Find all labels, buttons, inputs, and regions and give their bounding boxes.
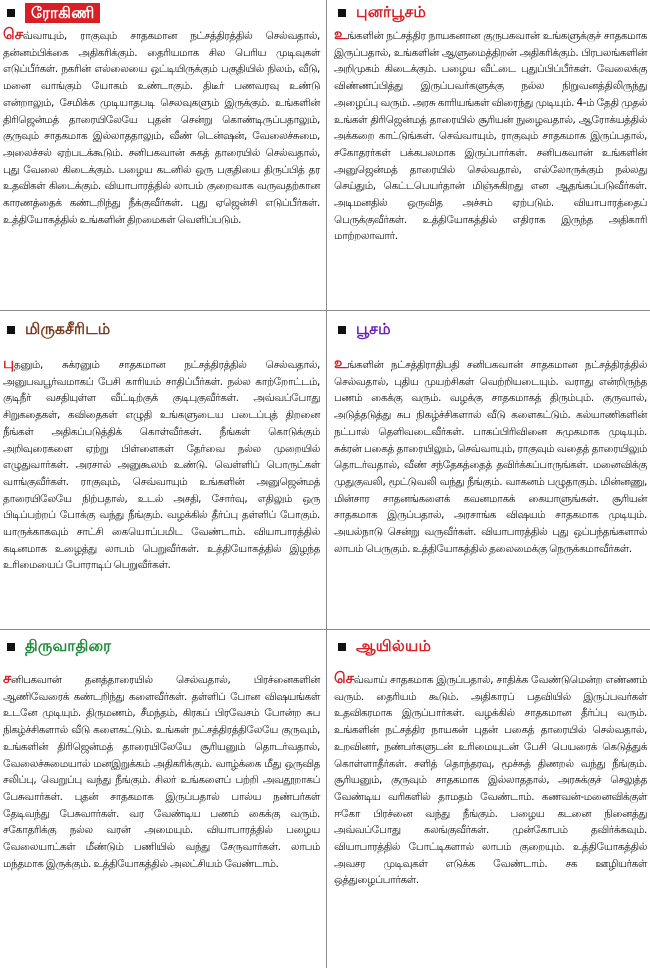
drop-cap: செ bbox=[334, 669, 354, 687]
section-title: ரோகிணி bbox=[25, 3, 100, 23]
section-header bbox=[3, 2, 320, 24]
section-title: மிருகசீரிடம் bbox=[25, 320, 111, 338]
section-header bbox=[334, 636, 647, 658]
drop-cap: உ bbox=[334, 25, 348, 43]
drop-cap: உ bbox=[334, 354, 348, 372]
section-body bbox=[3, 670, 320, 872]
section-title: திருவாதிரை bbox=[25, 637, 112, 655]
section-body bbox=[3, 26, 320, 228]
section-punarpoosam bbox=[328, 0, 650, 310]
square-bullet-icon bbox=[7, 643, 15, 651]
section-body bbox=[3, 355, 320, 574]
section-body bbox=[334, 26, 647, 245]
section-header bbox=[3, 319, 320, 341]
drop-cap: பு bbox=[3, 354, 14, 372]
section-header bbox=[334, 2, 647, 24]
body-text: ங்களின் நட்சத்திராதிபதி சனிபகவான் சாதகமான நட்சத்திரத்தில் செல்வதால், புதிய முயற்சிகள் வெற்றியடையும். வராது என்றிருந்த பணம் கைக்கு வரும். வழக்கு சாதகமாகத் திரும்பும். குருவால், அடுத்தடுத்து சுப நிகழ்ச்சிகளால் வீடு களைகட்டும். கல்யாணிகளின் நட்பால் தெளிவடைவீர்கள். பாகப்பிரிவினை சுமுகமாக முடியும். சுக்ரன் பகைத் தாரையிலும், செவ்வாயும், ராகுவும் வதைத் தாரையிலும் தொடர்வதால், வீண் சந்தேகத்தைத் தவிர்க்கப்பாருங்கள். மனைவிக்கு முதுகுவலி, மூட்டுவலி வந்து நீங்கும். வாகனம் பழுதாகும். மின்னணு, மின்சார சாதனங்களைக் கவனமாகக் கையாளுங்கள். சூரியன் சாதகமாக இருப்பதால், அரசாங்க விஷயம் சாதகமாக முடியும். அயல்நாடு சென்று வருவீர்கள். வியாபாரத்தில் புது ஒப்பந்தங்களால் லாபம் பெருகும். உத்தியோகத்தில் தலைமைக்கு நெருக்கமாவீர்கள். bbox=[334, 359, 647, 555]
section-ayilyam bbox=[328, 630, 650, 968]
section-title: பூசம் bbox=[356, 320, 391, 338]
section-thiruvathirai bbox=[0, 630, 324, 968]
section-rohini bbox=[0, 0, 324, 310]
body-text: வ்வாயும், ராகுவும் சாதகமான நட்சத்திரத்தில் செல்வதால், தன்னம்பிக்கை அதிகரிக்கும். தைரியமாக சில பெரிய முடிவுகள் எடுப்பீர்கள். நகரின் எல்லையை ஒட்டியிருக்கும் பகுதியில் நிலம், வீடு, மனை வாங்கும் யோகம் உண்டாகும். திடீர் பணவரவு உண்டு என்றாலும், சேமிக்க முடியாதபடி செலவுகளும் இருக்கும். உங்களின் திரிஜென்மத் தாரையிலேயே புதன் சென்று கொண்டிருப்பதாலும், குருவும் சாதகமாக இல்லாததாலும், வீண் டென்ஷன், வேலைச்சுமை, அலைச்சல் ஏற்படக்கூடும். சனிபகவான் சுகத் தாரையில் செல்வதால், புது வேலை கிடைக்கும். பழைய கடனில் ஒரு பகுதியை திருப்பித் தர உதவிகள் கிடைக்கும். வியாபாரத்தில் லாபம் குறைவாக வருவதற்கான காரணத்தைக் கண்டறிந்து நீக்குவீர்கள். புது ஏஜென்சி எடுப்பீர்கள். உத்தியோகத்தில் உங்களின் திறமைகள் வெளிப்படும். bbox=[3, 30, 320, 226]
drop-cap: ச bbox=[3, 669, 11, 687]
body-text: னிபகவான் தனத்தாரையில் செல்வதால், பிரச்னைகளின் ஆணிவேரைக் கண்டறிந்து களைவீர்கள். தள்ளிப் போன விஷயங்கள் உடனே முடியும். திருமணம், சீமந்தம், கிரகப் பிரவேசம் போன்ற சுப நிகழ்ச்சிகளால் வீடு களைகட்டும். உங்கள் நட்சத்திரத்திலேயே குருவும், உங்களின் திரிஜென்மத் தாரையிலேயே சூரியனும் தொடர்வதால், வேலைச்சுமையால் மனஇறுக்கம் அதிகரிக்கும். வாழ்க்கை மீது ஒருவித சலிப்பு, வெறுப்பு வந்து நீங்கும். சிலர் உங்களைப் பற்றி அவதூறாகப் பேசுவார்கள். புதன் சாதகமாக இருப்பதால் பால்ய நண்பர்கள் தேடிவந்து பேசுவார்கள். வர வேண்டிய பணம் கைக்கு வரும். சகோதரிக்கு நல்ல வரன் அமையும். வியாபாரத்தில் பழைய வேலையாட்கள் மீண்டும் பணியில் வந்து சேருவார்கள். லாபம் மந்தமாக இருக்கும். உத்தியோகத்தில் அலட்சியம் வேண்டாம். bbox=[3, 674, 320, 870]
square-bullet-icon bbox=[338, 326, 346, 334]
section-mirugaseeridam bbox=[0, 311, 324, 629]
section-body bbox=[334, 355, 647, 557]
square-bullet-icon bbox=[338, 9, 346, 17]
body-text: வ்வாய் சாதகமாக இருப்பதால், சாதிக்க வேண்டுமென்ற எண்ணம் வரும். தைரியம் கூடும். அதிகாரப் பதவியில் இருப்பவர்கள் உதவிகரமாக இருப்பார்கள். வழக்கில் சாதகமான தீர்ப்பு வரும். உங்களின் நட்சத்திர நாயகன் புதன் பகைத் தாரையில் செல்வதால், உறவினர், நண்பர்களுடன் உரிமையுடன் பேசி பெயரைக் கெடுத்துக் கொள்ளாதீர்கள். சளித் தொந்தரவு, மூச்சுத் திணறல் வந்து நீங்கும். சூரியனும், குருவும் சாதகமாக இல்லாததால், அரசுக்குச் செலுத்த வேண்டிய வரிகளில் தாமதம் வேண்டாம். கணவன்-மனைவிக்குள் ஈகோ பிரச்னை வந்து நீங்கும். பழைய கடனை நினைத்து அவ்வப்போது கலங்குவீர்கள். முன்கோபம் தவிர்க்கவும். வியாபாரத்தில் போட்டிகளால் லாபம் குறையும். உத்தியோகத்தில் அவசர முடிவுகள் எடுக்க வேண்டாம். சக ஊழியர்கள் ஒத்துழைப்பார்கள். bbox=[334, 674, 647, 887]
section-header bbox=[3, 636, 320, 658]
square-bullet-icon bbox=[7, 326, 15, 334]
drop-cap: செ bbox=[3, 25, 23, 43]
column-divider bbox=[326, 0, 327, 968]
section-header bbox=[334, 319, 647, 341]
body-text: ங்களின் நட்சத்திர நாயகனான குருபகவான் உங்களுக்குச் சாதகமாக இருப்பதால், உங்களின் ஆளுமைத்திறன் அதிகரிக்கும். பிரபலங்களின் அறிமுகம் கிடைக்கும். பழைய வீட்டை புதுப்பிப்பீர்கள். வேலைக்கு விண்ணப்பித்து இருப்பவர்களுக்கு நல்ல நிறுவனத்திலிருந்து அழைப்பு வரும். அரசு காரியங்கள் விரைந்து முடியும். 4-ம் தேதி முதல் உங்கள் திரிஜென்மத் தாரையில் சூரியன் நுழைவதால், ஆரோக்யத்தில் அக்கறை காட்டுங்கள். செவ்வாயும், ராகுவும் சாதகமாக இருப்பதால், சகோதரர்கள் பக்கபலமாக இருப்பார்கள். சனிபகவான் உங்களின் அனுஜென்மத் தாரையில் செல்வதால், எல்லோருக்கும் நல்லது செய்தும், கெட்டபெயர்தான் மிஞ்சுகிறது என ஆதங்கப்படுவீர்கள். அடிமனதில் ஒருவித அச்சம் ஏற்படும். வியாபாரத்தைப் பெருக்குவீர்கள். உத்தியோகத்தில் எதிராக இருந்த அதிகாரி மாற்றலாவார். bbox=[334, 30, 647, 243]
square-bullet-icon bbox=[338, 643, 346, 651]
section-poosam bbox=[328, 311, 650, 629]
section-body bbox=[334, 670, 647, 889]
section-title: ஆயில்யம் bbox=[356, 637, 432, 655]
section-title: புனர்பூசம் bbox=[356, 3, 427, 21]
body-text: தனும், சுக்ரனும் சாதகமான நட்சத்திரத்தில் செல்வதால், அனுபவபூர்வமாகப் பேசி காரியம் சாதிப்பீர்கள். நல்ல காற்றோட்டம், குடிநீர் வசதியுள்ள வீட்டிற்குக் குடிபுகுவீர்கள். அவ்வப்போது சிறுகதைகள், கவிதைகள் எழுதி உங்களுடைய படைப்புத் திறனை நீங்கள் அதிகப்படுத்திக் கொள்வீர்கள். நீங்கள் கொடுக்கும் அறிவுரைகளை ஏற்று பிள்ளைகள் தேர்வை நல்ல முறையில் எழுதுவார்கள். அரசால் அனுகூலம் உண்டு. வெள்ளிப் பொருட்கள் வாங்குவீர்கள். ராகுவும், செவ்வாயும் உங்களின் அனுஜென்மத் தாரையிலேயே நிற்பதால், உடல் அசதி, சோர்வு, எதிலும் ஒரு பிடிப்பற்றப் போக்கு வந்து நீங்கும். வழக்கில் தீர்ப்பு தள்ளிப் போகும். யாருக்காகவும் சாட்சி கையொப்பமிட வேண்டாம். வியாபாரத்தில் கடினமாக உழைத்து லாபம் பெறுவீர்கள். உத்தியோகத்தில் இழந்த உரிமையைப் போராடிப் பெறுவீர்கள். bbox=[3, 359, 320, 572]
square-bullet-icon bbox=[7, 9, 15, 17]
